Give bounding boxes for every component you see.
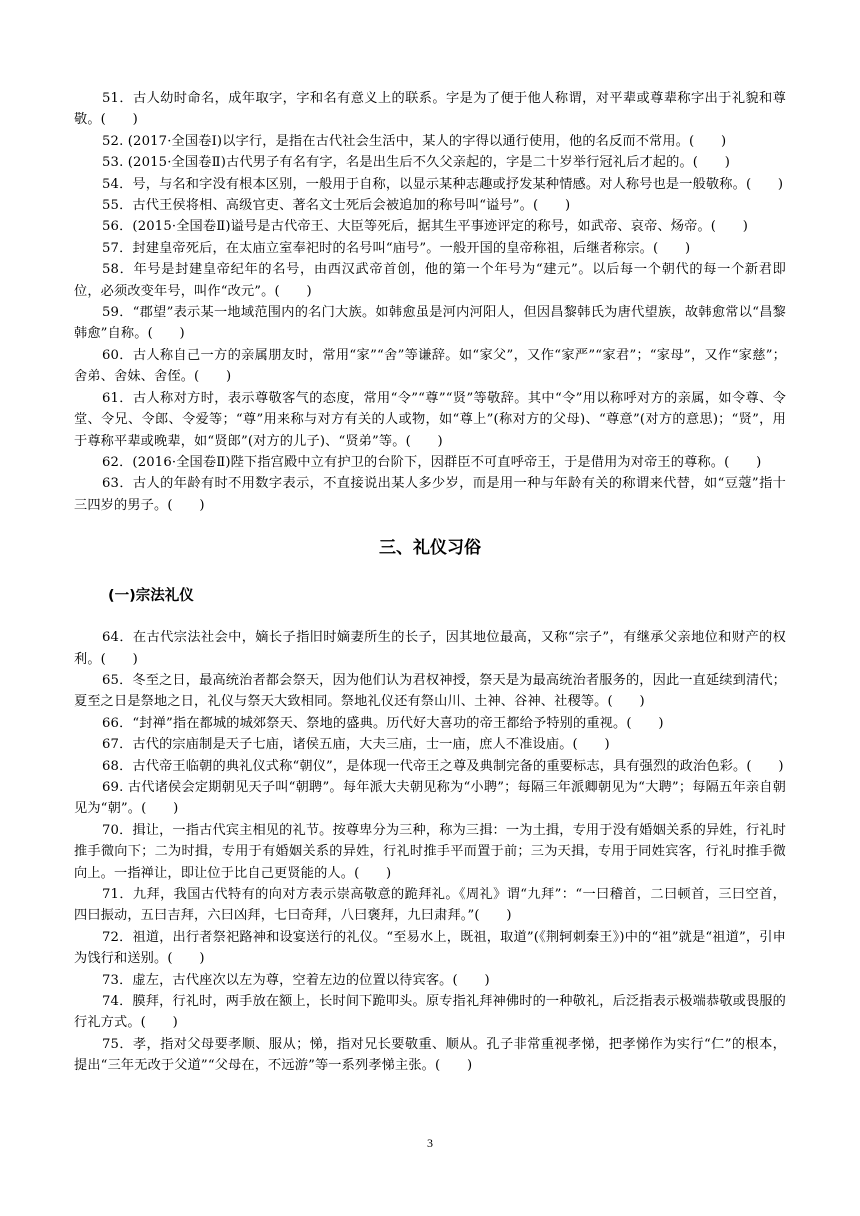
question-list-etiquette xyxy=(74,627,786,1077)
question-item: 51．古人幼时命名，成年取字，字和名有意义上的联系。字是为了便于他人称谓，对平辈或尊辈称字出于礼貌和尊敬。( ) xyxy=(74,91,786,128)
question-item: 52. (2017·全国卷Ⅰ)以字行，是指在古代社会生活中，某人的字得以通行使用，他的名反而不常用。( ) xyxy=(102,133,727,149)
question-item: 60．古人称自己一方的亲属朋友时，常用“家”“舍”等谦辞。如“家父”，又作“家严”“家君”；“家母”，又作“家慈”；舍弟、舍妹、舍侄。( ) xyxy=(74,347,786,385)
question-item: 72．祖道，出行者祭祀路神和设宴送行的礼仪。“至易水上，既祖，取道”(《荆轲刺秦王》)中的“祖”就是“祖道”，引申为饯行和送别。( ) xyxy=(74,929,786,967)
question-item: 67．古代的宗庙制是天子七庙，诸侯五庙，大夫三庙，士一庙，庶人不准设庙。( ) xyxy=(102,737,610,753)
page-content xyxy=(74,88,786,1077)
question-item: 75．孝，指对父母要孝顺、服从；悌，指对兄长要敬重、顺从。孔子非常重视孝悌，把孝悌作为实行“仁”的根本，提出“三年无改于父道”“父母在，不远游”等一系列孝悌主张。( ) xyxy=(74,1036,786,1074)
question-item: 61．古人称对方时，表示尊敬客气的态度，常用“令”“尊”“贤”等敬辞。其中“令”用以称呼对方的亲属，如令尊、令堂、令兄、令郎、令爱等；“尊”用来称与对方有关的人或物，如“尊上”(称对方的父母)、“尊意”(对方的意思)；“贤”，用于尊称平辈或晚辈，如“贤郎”(对方的儿子)、“贤弟”等。( ) xyxy=(74,390,786,449)
question-item: 74．膜拜，行礼时，两手放在额上，长时间下跪叩头。原专指礼拜神佛时的一种敬礼，后泛指表示极端恭敬或畏服的行礼方式。( ) xyxy=(74,994,786,1031)
question-item: 66．“封禅”指在都城的城郊祭天、祭地的盛典。历代好大喜功的帝王都给予特别的重视。( ) xyxy=(102,715,664,731)
question-item: 65．冬至之日，最高统治者都会祭天，因为他们认为君权神授，祭天是为最高统治者服务的，因此一直延续到清代；夏至之日是祭地之日，礼仪与祭天大致相同。祭地礼仪还有祭山川、土神、谷神、社稷等。( ) xyxy=(74,672,786,710)
question-item: 59．“郡望”表示某一地域范围内的名门大族。如韩愈虽是河内河阳人，但因昌黎韩氏为唐代望族，故韩愈常以“昌黎韩愈”自称。( ) xyxy=(74,305,786,342)
question-item: 64．在古代宗法社会中，嫡长子指旧时嫡妻所生的长子，因其地位最高，又称“宗子”，有继承父亲地位和财产的权利。( ) xyxy=(74,630,786,667)
question-list-naming xyxy=(74,88,786,516)
question-item: 55．古代王侯将相、高级官吏、著名文士死后会被追加的称号叫“谥号”。( ) xyxy=(102,198,571,214)
question-item: 57．封建皇帝死后，在太庙立室奉祀时的名号叫“庙号”。一般开国的皇帝称祖，后继者称宗。( ) xyxy=(102,240,691,256)
question-item: 58．年号是封建皇帝纪年的名号，由西汉武帝首创，他的第一个年号为“建元”。以后每一个朝代的每一个新君即位，必须改变年号，叫作“改元”。( ) xyxy=(74,262,786,299)
question-item: 53. (2015·全国卷Ⅱ)古代男子有名有字，名是出生后不久父亲起的，字是二十岁举行冠礼后才起的。( ) xyxy=(102,155,731,171)
question-item: 70．揖让，一指古代宾主相见的礼节。按尊卑分为三种，称为三揖：一为土揖，专用于没有婚姻关系的异姓，行礼时推手微向下；二为时揖，专用于有婚姻关系的异姓，行礼时推手平而置于前；三为天揖，专用于同姓宾客，行礼时推手微向上。一指禅让，即让位于比自己更贤能的人。( ) xyxy=(74,822,786,881)
question-item: 63．古人的年龄有时不用数字表示，不直接说出某人多少岁，而是用一种与年龄有关的称谓来代替，如“豆蔻”指十三四岁的男子。( ) xyxy=(74,476,786,513)
subsection-heading: (一)宗法礼仪 xyxy=(108,588,194,605)
question-item: 62．(2016·全国卷Ⅱ)陛下指宫殿中立有护卫的台阶下，因群臣不可直呼帝王，于是借用为对帝王的尊称。( ) xyxy=(102,454,762,470)
section-heading: 三、礼仪习俗 xyxy=(379,538,481,559)
page-number: 3 xyxy=(427,1136,433,1150)
question-item: 71．九拜，我国古代特有的向对方表示崇高敬意的跪拜礼。《周礼》谓“九拜”：“一曰稽首，二曰顿首，三曰空首，四曰振动，五曰吉拜，六曰凶拜，七曰奇拜，八曰褒拜，九曰肃拜。”( ) xyxy=(74,887,786,924)
question-item: 73．虚左，古代座次以左为尊，空着左边的位置以待宾客。( ) xyxy=(102,972,490,988)
question-item: 69. 古代诸侯会定期朝见天子叫“朝聘”。每年派大夫朝见称为“小聘”；每隔三年派卿朝见为“大聘”；每隔五年亲自朝见为“朝”。( ) xyxy=(74,779,786,817)
question-item: 54．号，与名和字没有根本区别，一般用于自称，以显示某种志趣或抒发某种情感。对人称号也是一般敬称。( ) xyxy=(102,176,784,192)
question-item: 68．古代帝王临朝的典礼仪式称“朝仪”，是体现一代帝王之尊及典制完备的重要标志，具有强烈的政治色彩。( ) xyxy=(102,758,784,774)
question-item: 56．(2015·全国卷Ⅱ)谥号是古代帝王、大臣等死后，据其生平事迹评定的称号，如武帝、哀帝、炀帝。( ) xyxy=(102,219,749,235)
